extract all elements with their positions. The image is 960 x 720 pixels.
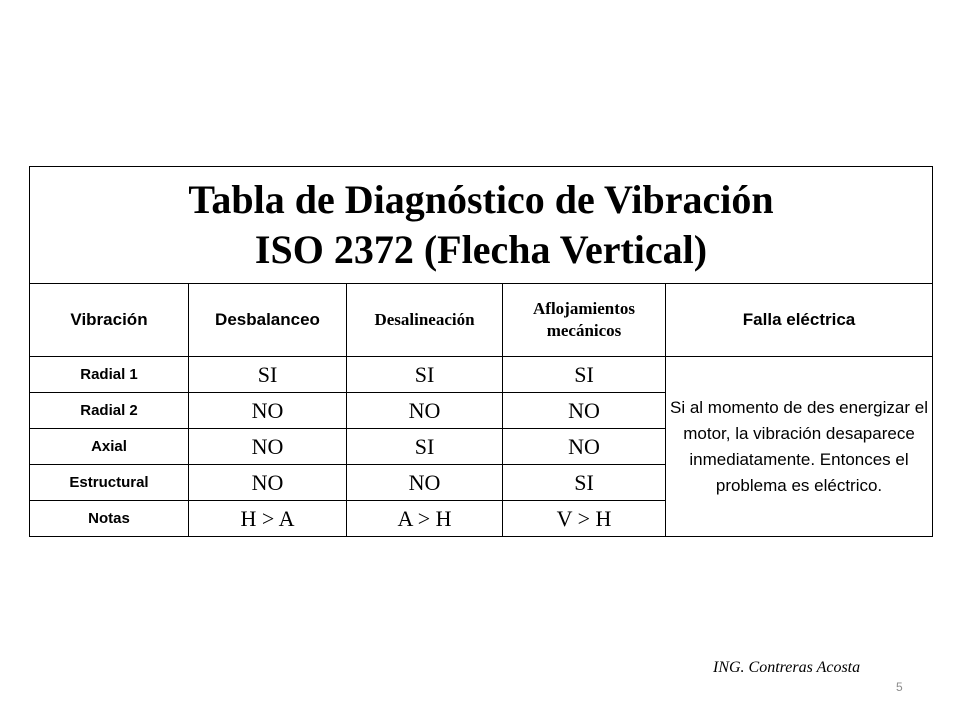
cell-desbalanceo: SI — [189, 357, 347, 393]
header-falla-electrica: Falla eléctrica — [666, 284, 933, 357]
cell-desbalanceo: NO — [189, 465, 347, 501]
footer-author: ING. Contreras Acosta — [713, 659, 861, 676]
cell-desalineacion: SI — [347, 429, 503, 465]
cell-aflojamientos: V > H — [503, 501, 666, 537]
table-title-line2: ISO 2372 (Flecha Vertical) — [254, 227, 708, 272]
cell-desalineacion: SI — [347, 357, 503, 393]
page-number: 5 — [896, 680, 903, 694]
row-label: Radial 1 — [30, 357, 189, 393]
cell-desalineacion: A > H — [347, 501, 503, 537]
cell-desalineacion: NO — [347, 393, 503, 429]
cell-aflojamientos: SI — [503, 357, 666, 393]
row-label: Estructural — [30, 465, 189, 501]
row-label: Notas — [30, 501, 189, 537]
row-label: Radial 2 — [30, 393, 189, 429]
diagnostic-table — [29, 166, 933, 537]
cell-desbalanceo: H > A — [189, 501, 347, 537]
cell-aflojamientos: NO — [503, 429, 666, 465]
cell-desbalanceo: NO — [189, 429, 347, 465]
cell-desalineacion: NO — [347, 465, 503, 501]
header-desbalanceo: Desbalanceo — [189, 284, 347, 357]
header-aflojamientos: Aflojamientos mecánicos — [503, 284, 666, 357]
header-vibracion: Vibración — [30, 284, 189, 357]
cell-desbalanceo: NO — [189, 393, 347, 429]
cell-aflojamientos: SI — [503, 465, 666, 501]
falla-electrica-note: Si al momento de des energizar el motor, la vibración desaparece inmediatamente. Entonces el problema es eléctrico. — [666, 357, 933, 537]
table-title — [30, 167, 933, 284]
header-desalineacion: Desalineación — [347, 284, 503, 357]
table-row — [30, 357, 933, 393]
cell-aflojamientos: NO — [503, 393, 666, 429]
row-label: Axial — [30, 429, 189, 465]
table-title-line1: Tabla de Diagnóstico de Vibración — [188, 177, 774, 222]
